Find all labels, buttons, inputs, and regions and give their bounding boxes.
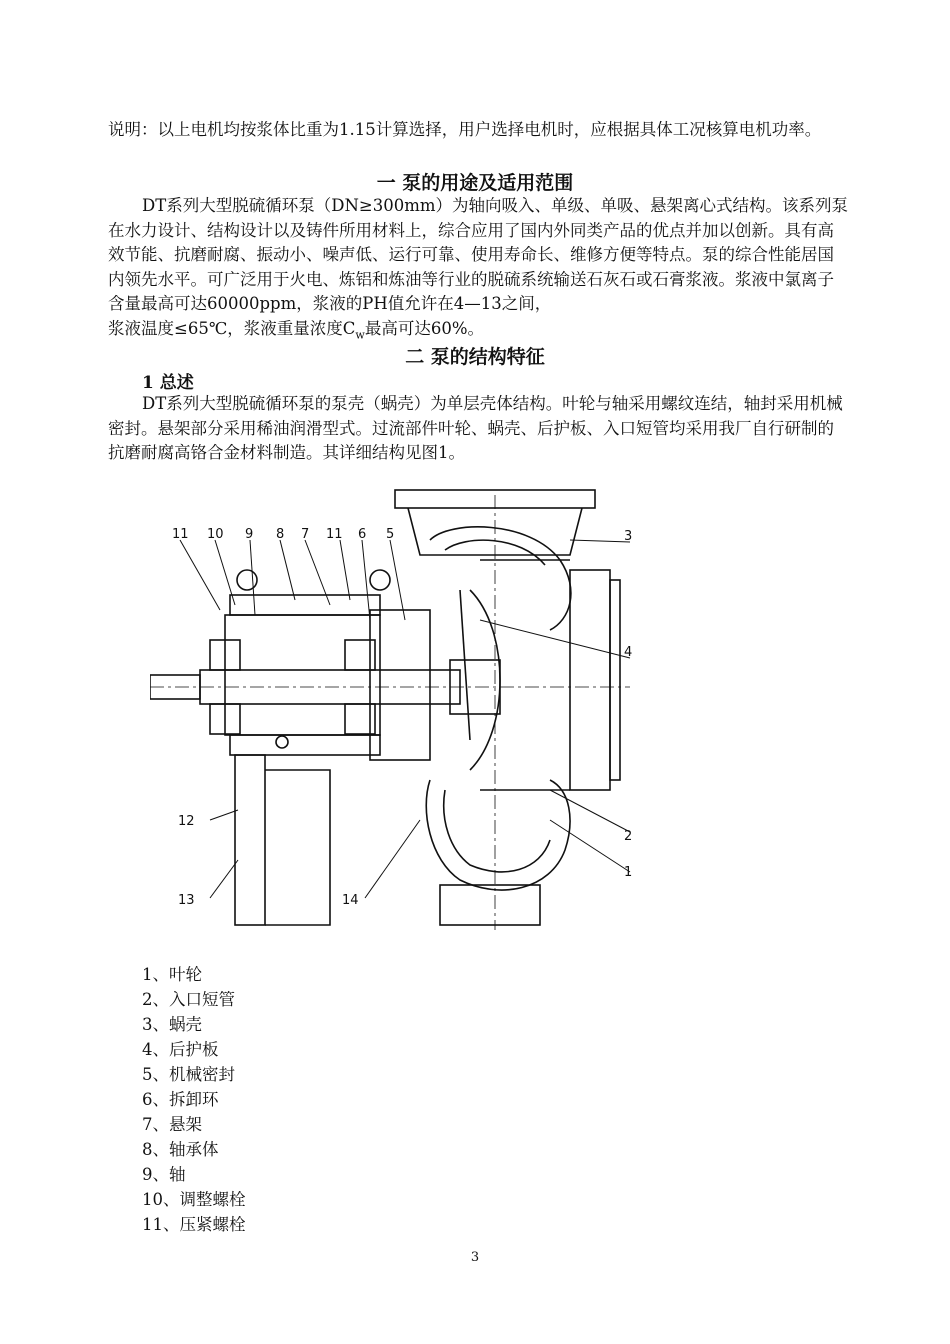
legend-item: 9、轴: [142, 1165, 186, 1184]
legend-item: 1、叶轮: [142, 965, 202, 984]
callout-3: 3: [624, 529, 633, 544]
callout-11a: 11: [172, 527, 189, 542]
callout-2: 2: [624, 829, 633, 844]
callout-4: 4: [624, 645, 633, 660]
callout-11b: 11: [326, 527, 343, 542]
section1-body: DT系列大型脱硫循环泵（DN≥300mm）为轴向吸入、单级、单吸、悬架离心式结构。该系列泵在水力设计、结构设计以及铸件所用材料上，综合应用了国内外同类产品的优点并加以创新。具有高效节能、抗磨耐腐、振动小、噪声低、运行可靠、使用寿命长、维修方便等特点。泵的综合性能居国内领先水平。可广泛用于火电、炼铝和炼油等行业的脱硫系统输送石灰石或石膏浆液。浆液中氯离子含量最高可达60000ppm，浆液的PH值允许在4—13之间，: [108, 196, 849, 314]
note-paragraph: 说明：以上电机均按浆体比重为1.15计算选择，用户选择电机时，应根据具体工况核算电机功率。: [108, 120, 822, 139]
section1-paragraph: [108, 194, 848, 348]
callout-7: 7: [301, 527, 310, 542]
pump-structure-drawing: [150, 480, 650, 940]
callout-5: 5: [386, 527, 395, 542]
page-number: 3: [470, 1250, 480, 1265]
callout-6: 6: [358, 527, 367, 542]
legend-item: 2、入口短管: [142, 990, 235, 1009]
callout-14: 14: [342, 893, 359, 908]
legend-item: 5、机械密封: [142, 1065, 235, 1084]
callout-1: 1: [624, 865, 633, 880]
callout-10: 10: [207, 527, 224, 542]
parts-legend: [142, 962, 246, 1237]
section1-title: 一 泵的用途及适用范围: [376, 172, 574, 194]
callout-9: 9: [245, 527, 254, 542]
legend-item: 6、拆卸环: [142, 1090, 219, 1109]
legend-item: 8、轴承体: [142, 1140, 219, 1159]
callout-13: 13: [178, 893, 195, 908]
legend-item: 3、蜗壳: [142, 1015, 202, 1034]
legend-item: 4、后护板: [142, 1040, 219, 1059]
legend-item: 11、压紧螺栓: [142, 1215, 246, 1234]
section1-body-last-a: 浆液温度≤65℃，浆液重量浓度C: [108, 318, 356, 338]
concentration-subscript: w: [355, 328, 365, 342]
subsection-overview-title: 1 总述: [142, 373, 194, 393]
legend-item: 7、悬架: [142, 1115, 202, 1134]
callout-12: 12: [178, 814, 195, 829]
section1-body-last-b: 最高可达60%。: [364, 318, 485, 338]
callout-8: 8: [276, 527, 285, 542]
section2-paragraph: DT系列大型脱硫循环泵的泵壳（蜗壳）为单层壳体结构。叶轮与轴采用螺纹连结，轴封采用机械密封。悬架部分采用稀油润滑型式。过流部件叶轮、蜗壳、后护板、入口短管均采用我厂自行研制的抗磨耐腐高铬合金材料制造。其详细结构见图1。: [108, 394, 843, 463]
section2-title: 二 泵的结构特征: [405, 346, 545, 368]
legend-item: 10、调整螺栓: [142, 1190, 246, 1209]
